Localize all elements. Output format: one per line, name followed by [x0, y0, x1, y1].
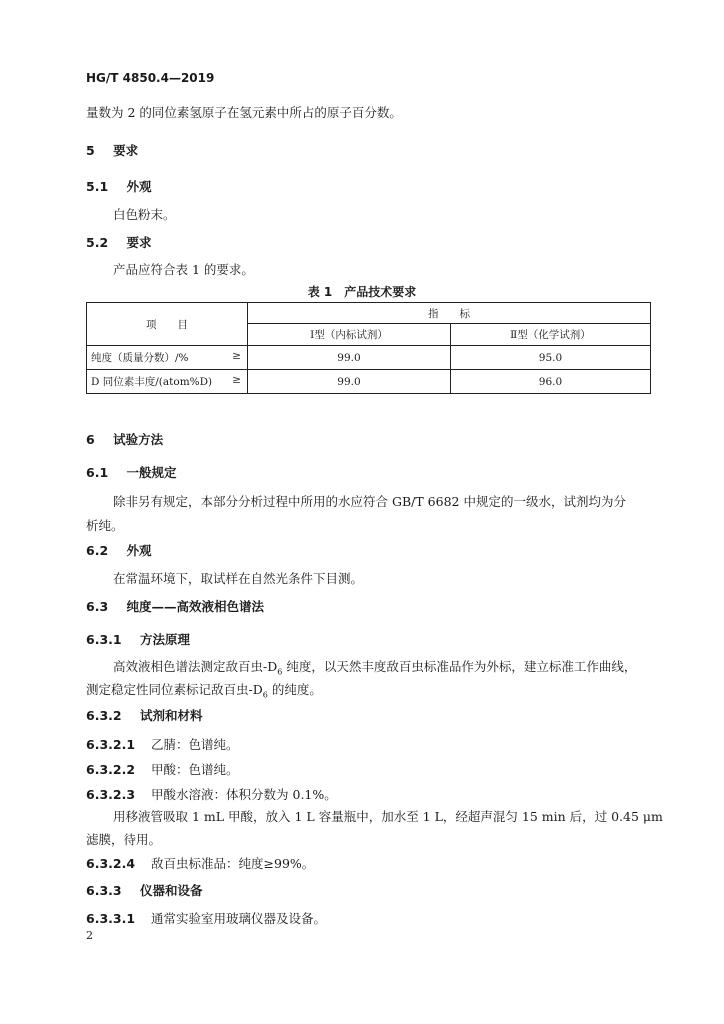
section-6-3-3-heading [86, 881, 202, 899]
section-6-2-body: 在常温环境下，取试样在自然光条件下目测。 [113, 571, 364, 586]
spec-table [86, 302, 651, 394]
standard-code: HG/T 4850.4—2019 [86, 71, 215, 85]
section-title: 方法原理 [139, 632, 190, 647]
type1-value: 99.0 [248, 346, 451, 370]
item-number: 6.3.2.3 [86, 787, 136, 802]
item-text: 甲酸水溶液：体积分数为 0.1%。 [151, 787, 337, 802]
item-text: 通常实验室用玻璃仪器及设备。 [151, 911, 327, 926]
item-header: 项 目 [87, 303, 248, 346]
section-number: 6.3.2 [86, 708, 122, 723]
row-label [87, 370, 248, 394]
section-6-1-body-line1: 除非另有规定，本部分分析过程中所用的水应符合 GB/T 6682 中规定的一级水，试剂均为分 [113, 494, 626, 509]
section-title: 仪器和设备 [139, 883, 203, 898]
section-title: 外观 [126, 543, 152, 558]
section-title: 一般规定 [126, 465, 177, 480]
section-6-3-heading [86, 597, 264, 615]
item-6-3-3-1 [86, 909, 326, 927]
section-number: 6.1 [86, 465, 109, 480]
section-title: 要求 [113, 143, 139, 158]
section-5-heading [86, 141, 138, 159]
section-5-2-body: 产品应符合表 1 的要求。 [113, 262, 254, 277]
item-text: 甲酸：色谱纯。 [151, 762, 239, 777]
section-number: 5.2 [86, 235, 109, 250]
item-6-3-2-3 [86, 785, 337, 803]
item-number: 6.3.2.1 [86, 737, 136, 752]
item-number: 6.3.2.4 [86, 856, 136, 871]
row-label-text: D 同位素丰度/(atom%D) [91, 376, 213, 388]
section-title: 试剂和材料 [139, 708, 203, 723]
subscript: 6 [262, 690, 268, 700]
type1-header: Ⅰ型（内标试剂） [248, 324, 451, 346]
table-caption: 表 1 产品技术要求 [307, 285, 417, 299]
section-6-1-heading [86, 463, 177, 481]
section-6-3-1-line1 [113, 657, 636, 677]
row-label [87, 346, 248, 370]
item-text: 敌百虫标准品：纯度≥99%。 [151, 856, 315, 871]
section-title: 试验方法 [113, 432, 164, 447]
section-5-2-heading [86, 233, 152, 251]
section-number: 6.2 [86, 543, 109, 558]
text-part: 的纯度。 [267, 682, 322, 697]
type2-header: Ⅱ型（化学试剂） [451, 324, 651, 346]
section-title: 外观 [126, 179, 152, 194]
text-part: 纯度，以天然丰度敌百虫标准品作为外标，建立标准工作曲线， [282, 659, 637, 674]
item-6-3-2-3-body-line2: 滤膜，待用。 [86, 832, 162, 847]
item-number: 6.3.3.1 [86, 911, 136, 926]
section-number: 5 [86, 143, 95, 158]
subscript: 6 [277, 667, 283, 677]
section-number: 6.3 [86, 599, 109, 614]
item-6-3-2-3-body-line1: 用移液管吸取 1 mL 甲酸，放入 1 L 容量瓶中，加水至 1 L，经超声混匀 15 min 后，过 0.45 μm [113, 809, 663, 824]
section-6-2-heading [86, 541, 152, 559]
section-number: 6 [86, 432, 95, 447]
section-6-3-1-line2 [86, 680, 322, 700]
item-number: 6.3.2.2 [86, 762, 136, 777]
row-operator: ≥ [232, 374, 241, 386]
row-label-text: 纯度（质量分数）/% [91, 352, 189, 364]
section-5-1-heading [86, 177, 152, 195]
text-part: 测定稳定性同位素标记敌百虫-D [86, 682, 263, 697]
section-6-3-2-heading [86, 706, 202, 724]
section-5-1-body: 白色粉末。 [113, 207, 176, 222]
section-number: 6.3.1 [86, 632, 122, 647]
type1-value: 99.0 [248, 370, 451, 394]
section-6-1-body-line2: 析纯。 [86, 518, 124, 533]
section-6-3-1-heading [86, 630, 190, 648]
section-title: 纯度——高效液相色谱法 [126, 599, 265, 614]
item-6-3-2-1 [86, 735, 239, 753]
section-6-heading [86, 430, 163, 448]
item-text: 乙腈：色谱纯。 [151, 737, 239, 752]
table-row [87, 346, 651, 370]
text-part: 高效液相色谱法测定敌百虫-D [113, 659, 278, 674]
type2-value: 95.0 [451, 346, 651, 370]
section-number: 6.3.3 [86, 883, 122, 898]
index-header: 指 标 [248, 303, 651, 324]
section-title: 要求 [126, 235, 152, 250]
page-number: 2 [86, 929, 93, 942]
row-operator: ≥ [232, 350, 241, 362]
type2-value: 96.0 [451, 370, 651, 394]
intro-line: 量数为 2 的同位素氢原子在氢元素中所占的原子百分数。 [86, 105, 402, 120]
item-6-3-2-4 [86, 854, 314, 872]
item-6-3-2-2 [86, 760, 239, 778]
table-row [87, 370, 651, 394]
section-number: 5.1 [86, 179, 109, 194]
